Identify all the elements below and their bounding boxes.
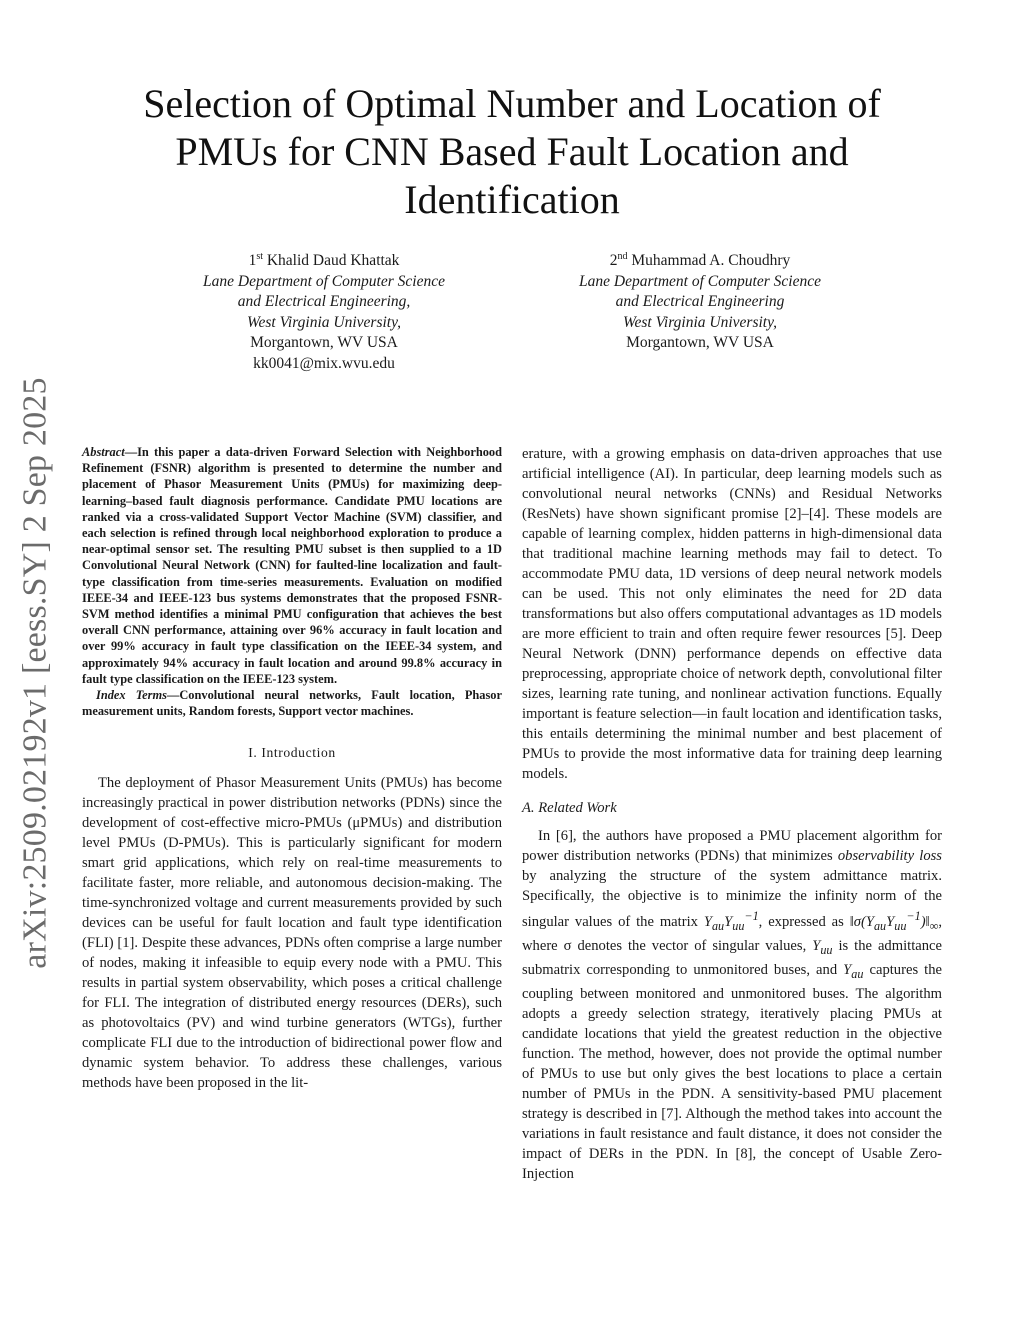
- introduction-paragraph: The deployment of Phasor Measurement Units (PMUs) has become increasingly practical in power distribution networks (PDNs) since the development of cost-effective micro-PMUs (μPMUs) and distribution level PMUs (D-PMUs). This is particularly significant for modern smart grid applications, which rely on real-time measurements to facilitate faster, more reliable, and autonomous decision-making. The time-synchronized voltage and current measurements provided by such devices can be useful for fault location and fault type identification (FLI) [1]. Despite these advances, PDNs often comprise a large number of nodes, making it infeasible to equip every node with a PMU. This results in partial system observability, which poses a critical challenge for FLI. The integration of distributed energy resources (DERs), such as photovoltaics (PV) and wind turbine generators (WTGs), further complicate FLI due to the introduction of bidirectional power flow and dynamic system behavior. To address these challenges, various methods have been proposed in the lit-: [82, 775, 502, 1092]
- author-name: 2nd Muhammad A. Choudhry: [609, 251, 791, 270]
- author-block-1: [164, 247, 484, 374]
- author-university: West Virginia University,: [623, 313, 777, 331]
- math-matrix: $Y_{au}Y_{uu}^{-1}$: [703, 909, 759, 933]
- section-heading-introduction: I. Introduction: [248, 745, 336, 761]
- introduction-continuation: erature, with a growing emphasis on data-driven approaches that use artificial intelligence (AI). In particular, deep learning models such as convolutional neural networks (CNNs) and Residual Networks (ResNets) have shown significant promise [2]–[4]. These models are capable of learning complex, hidden patterns in high-dimensional data that traditional machine learning methods may fail to detect. To accommodate PMU data, 1D versions of deep neural network models can be used. This not only eliminates the need for 2D data transformations but also offers computational advantages as 1D models are more efficient to train and often require fewer resources [5]. Deep Neural Network (DNN) performance depends on effective data preprocessing, appropriate choice of network depth, convolutional filter sizes, learning rate tuning, and nonlinear activation functions. Equally important is feature selection—in fault location and identification tasks, this entails determining the minimal number and best placement of PMUs to provide the most informative data for training deep learning models.: [522, 446, 942, 782]
- index-terms-label: Index Terms: [96, 688, 167, 703]
- author-block-2: [540, 247, 860, 354]
- math-yuu: $Y_{uu}$: [812, 937, 833, 957]
- paper-title: Selection of Optimal Number and Location of PMUs for CNN Based Fault Location and Identification: [143, 81, 881, 222]
- left-column: [82, 444, 502, 1093]
- abstract: [82, 444, 502, 687]
- related-work-paragraph: In [6], the authors have proposed a PMU placement algorithm for power distribution networks (PDNs) that minimizes observability loss by analyzing the structure of the system admittance matrix. Specifically, the objective is to minimize the infinity norm of the singular values of the matrix $Y_{au}Y_{uu}^{-1}$, expressed as $‖\sigma(Y_{au}Y_{uu}^{-1})‖_\infty$, where σ denotes the vector of singular values, $Y_{uu}$ is the admittance submatrix corresponding to unmonitored buses, and $Y_{au}$ captures the coupling between monitored and unmonitored buses. The algorithm adopts a greedy selection strategy, iteratively placing PMUs at candidate locations that yield the greatest reduction in the objective function. The method, however, does not provide the optimal number of PMUs to use but only gives the best locations to place a certain number of PMUs in the PDN. A sensitivity-based PMU placement strategy is described in [7]. Although the method takes into account the variations in fault resistance and fault distance, it does not consider the impact of DERs in the PDN. In [8], the concept of Usable Zero-Injection: [522, 828, 942, 1182]
- index-terms: [82, 687, 502, 719]
- author-university: West Virginia University,: [247, 313, 401, 331]
- math-norm-expression: $‖\sigma(Y_{au}Y_{uu}^{-1})‖_\infty$: [849, 909, 939, 933]
- subsection-heading-related-work: A. Related Work: [522, 800, 617, 816]
- author-department-2: and Electrical Engineering: [615, 293, 785, 311]
- author-department: Lane Department of Computer Science: [203, 272, 445, 290]
- right-column: [522, 444, 942, 1184]
- author-email[interactable]: kk0041@mix.wvu.edu: [253, 354, 395, 372]
- index-terms-text: —Convolutional neural networks, Fault location, Phasor measurement units, Random forests, Support vector machines.: [82, 688, 502, 719]
- arxiv-identifier-text: arXiv:2509.02192v1 [eess.SY] 2 Sep 2025: [17, 377, 55, 969]
- author-name: 1st Khalid Daud Khattak: [248, 251, 400, 270]
- math-yau: $Y_{au}$: [843, 961, 864, 981]
- author-department-2: and Electrical Engineering,: [237, 293, 411, 311]
- author-location: Morgantown, WV USA: [626, 334, 774, 352]
- author-department: Lane Department of Computer Science: [579, 272, 821, 290]
- author-location: Morgantown, WV USA: [250, 334, 398, 352]
- abstract-label: Abstract: [82, 445, 125, 459]
- arxiv-identifier: [6, 368, 66, 978]
- abstract-text: —In this paper a data-driven Forward Selection with Neighborhood Refinement (FSNR) algorithm is presented to determine the number and placement of Phasor Measurement Units (PMUs) for maximizing deep-learning–based fault diagnosis performance. Candidate PMU locations are ranked via a cross-validated Support Vector Machine (SVM) classifier, and each selection is refined through local neighborhood exploration to produce a near-optimal sensor set. The resulting PMU subset is then supplied to a 1D Convolutional Neural Network (CNN) for faulted-line localization and fault-type classification from time-series measurements. Evaluation on modified IEEE-34 and IEEE-123 bus systems demonstrates that the proposed FSNR-SVM method identifies a minimal PMU configuration that achieves the best overall CNN performance, attaining over 96% accuracy in fault location and over 99% accuracy in fault type classification on the IEEE-34 system, and approximately 94% accuracy in fault location and around 99.8% accuracy in fault type classification on the IEEE-123 system.: [82, 445, 502, 686]
